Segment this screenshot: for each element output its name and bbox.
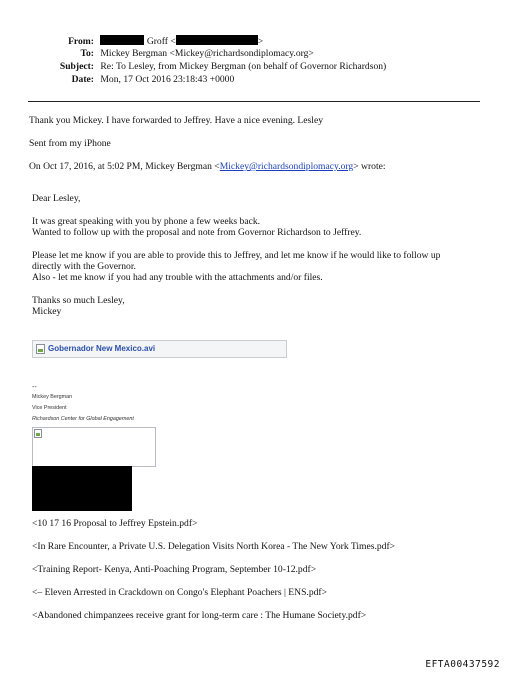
para2-line1: Please let me know if you are able to provide this to Jeffrey, and let me know if he would like to follow up bbox=[32, 250, 441, 261]
redaction-block bbox=[176, 35, 258, 45]
date-label: Date: bbox=[71, 74, 94, 85]
from-value-end: > bbox=[257, 36, 264, 47]
to-label: To: bbox=[80, 48, 94, 59]
para2-line3: Also - let me know if you had any trouble with the attachments and/or files. bbox=[32, 272, 323, 283]
broken-image-icon bbox=[34, 429, 42, 438]
quote-email-link[interactable]: Mickey@richardsondiplomacy.org bbox=[219, 161, 354, 172]
broken-image-icon bbox=[36, 344, 45, 354]
to-row bbox=[0, 48, 314, 60]
attachment-item[interactable]: <– Eleven Arrested in Crackdown on Congo's Elephant Poachers | ENS.pdf> bbox=[32, 587, 328, 598]
quote-intro-end: > wrote: bbox=[353, 161, 386, 172]
para1-line1: It was great speaking with you by phone a few weeks back. bbox=[32, 216, 261, 227]
signature-dashes: -- bbox=[32, 384, 37, 391]
header-divider bbox=[28, 101, 480, 102]
to-value: Mickey Bergman <Mickey@richardsondiplomacy.org> bbox=[100, 48, 314, 59]
redaction-block bbox=[100, 35, 144, 45]
subject-row bbox=[0, 61, 386, 73]
redaction-block bbox=[32, 466, 132, 511]
signature-image-placeholder bbox=[32, 427, 156, 467]
attachment-item[interactable]: <Abandoned chimpanzees receive grant for long-term care : The Humane Society.pdf> bbox=[32, 610, 367, 621]
para1-line2: Wanted to follow up with the proposal and note from Governor Richardson to Jeffrey. bbox=[32, 227, 362, 238]
quote-intro bbox=[29, 161, 386, 173]
attachment-item[interactable]: <In Rare Encounter, a Private U.S. Delegation Visits North Korea - The New York Times.pdf> bbox=[32, 541, 396, 552]
signature-org: Richardson Center for Global Engagement bbox=[32, 416, 134, 422]
reply-body: Thank you Mickey. I have forwarded to Jeffrey. Have a nice evening. Lesley bbox=[29, 115, 323, 126]
subject-label: Subject: bbox=[59, 61, 94, 72]
from-row bbox=[0, 35, 263, 48]
subject-value: Re: To Lesley, from Mickey Bergman (on behalf of Governor Richardson) bbox=[100, 61, 387, 72]
attachment-item[interactable]: <10 17 16 Proposal to Jeffrey Epstein.pdf> bbox=[32, 518, 198, 529]
signature-title: Vice President bbox=[32, 405, 67, 411]
from-label: From: bbox=[68, 36, 94, 47]
date-row bbox=[0, 74, 234, 86]
inline-attachment-name: Gobernador New Mexico.avi bbox=[48, 344, 156, 353]
para2-line2: directly with the Governor. bbox=[32, 261, 136, 272]
sender-name: Mickey bbox=[32, 306, 62, 317]
sent-from: Sent from my iPhone bbox=[29, 138, 111, 149]
document-id: EFTA00437592 bbox=[425, 659, 500, 671]
signature-name: Mickey Bergman bbox=[32, 394, 73, 400]
closing: Thanks so much Lesley, bbox=[32, 295, 125, 306]
quote-intro-start: On Oct 17, 2016, at 5:02 PM, Mickey Bergman < bbox=[29, 161, 220, 172]
attachment-item[interactable]: <Training Report- Kenya, Anti-Poaching Program, September 10-12.pdf> bbox=[32, 564, 317, 575]
greeting: Dear Lesley, bbox=[32, 193, 81, 204]
from-value: Groff < bbox=[146, 36, 176, 47]
date-value: Mon, 17 Oct 2016 23:18:43 +0000 bbox=[100, 74, 235, 85]
inline-attachment[interactable] bbox=[32, 340, 287, 358]
